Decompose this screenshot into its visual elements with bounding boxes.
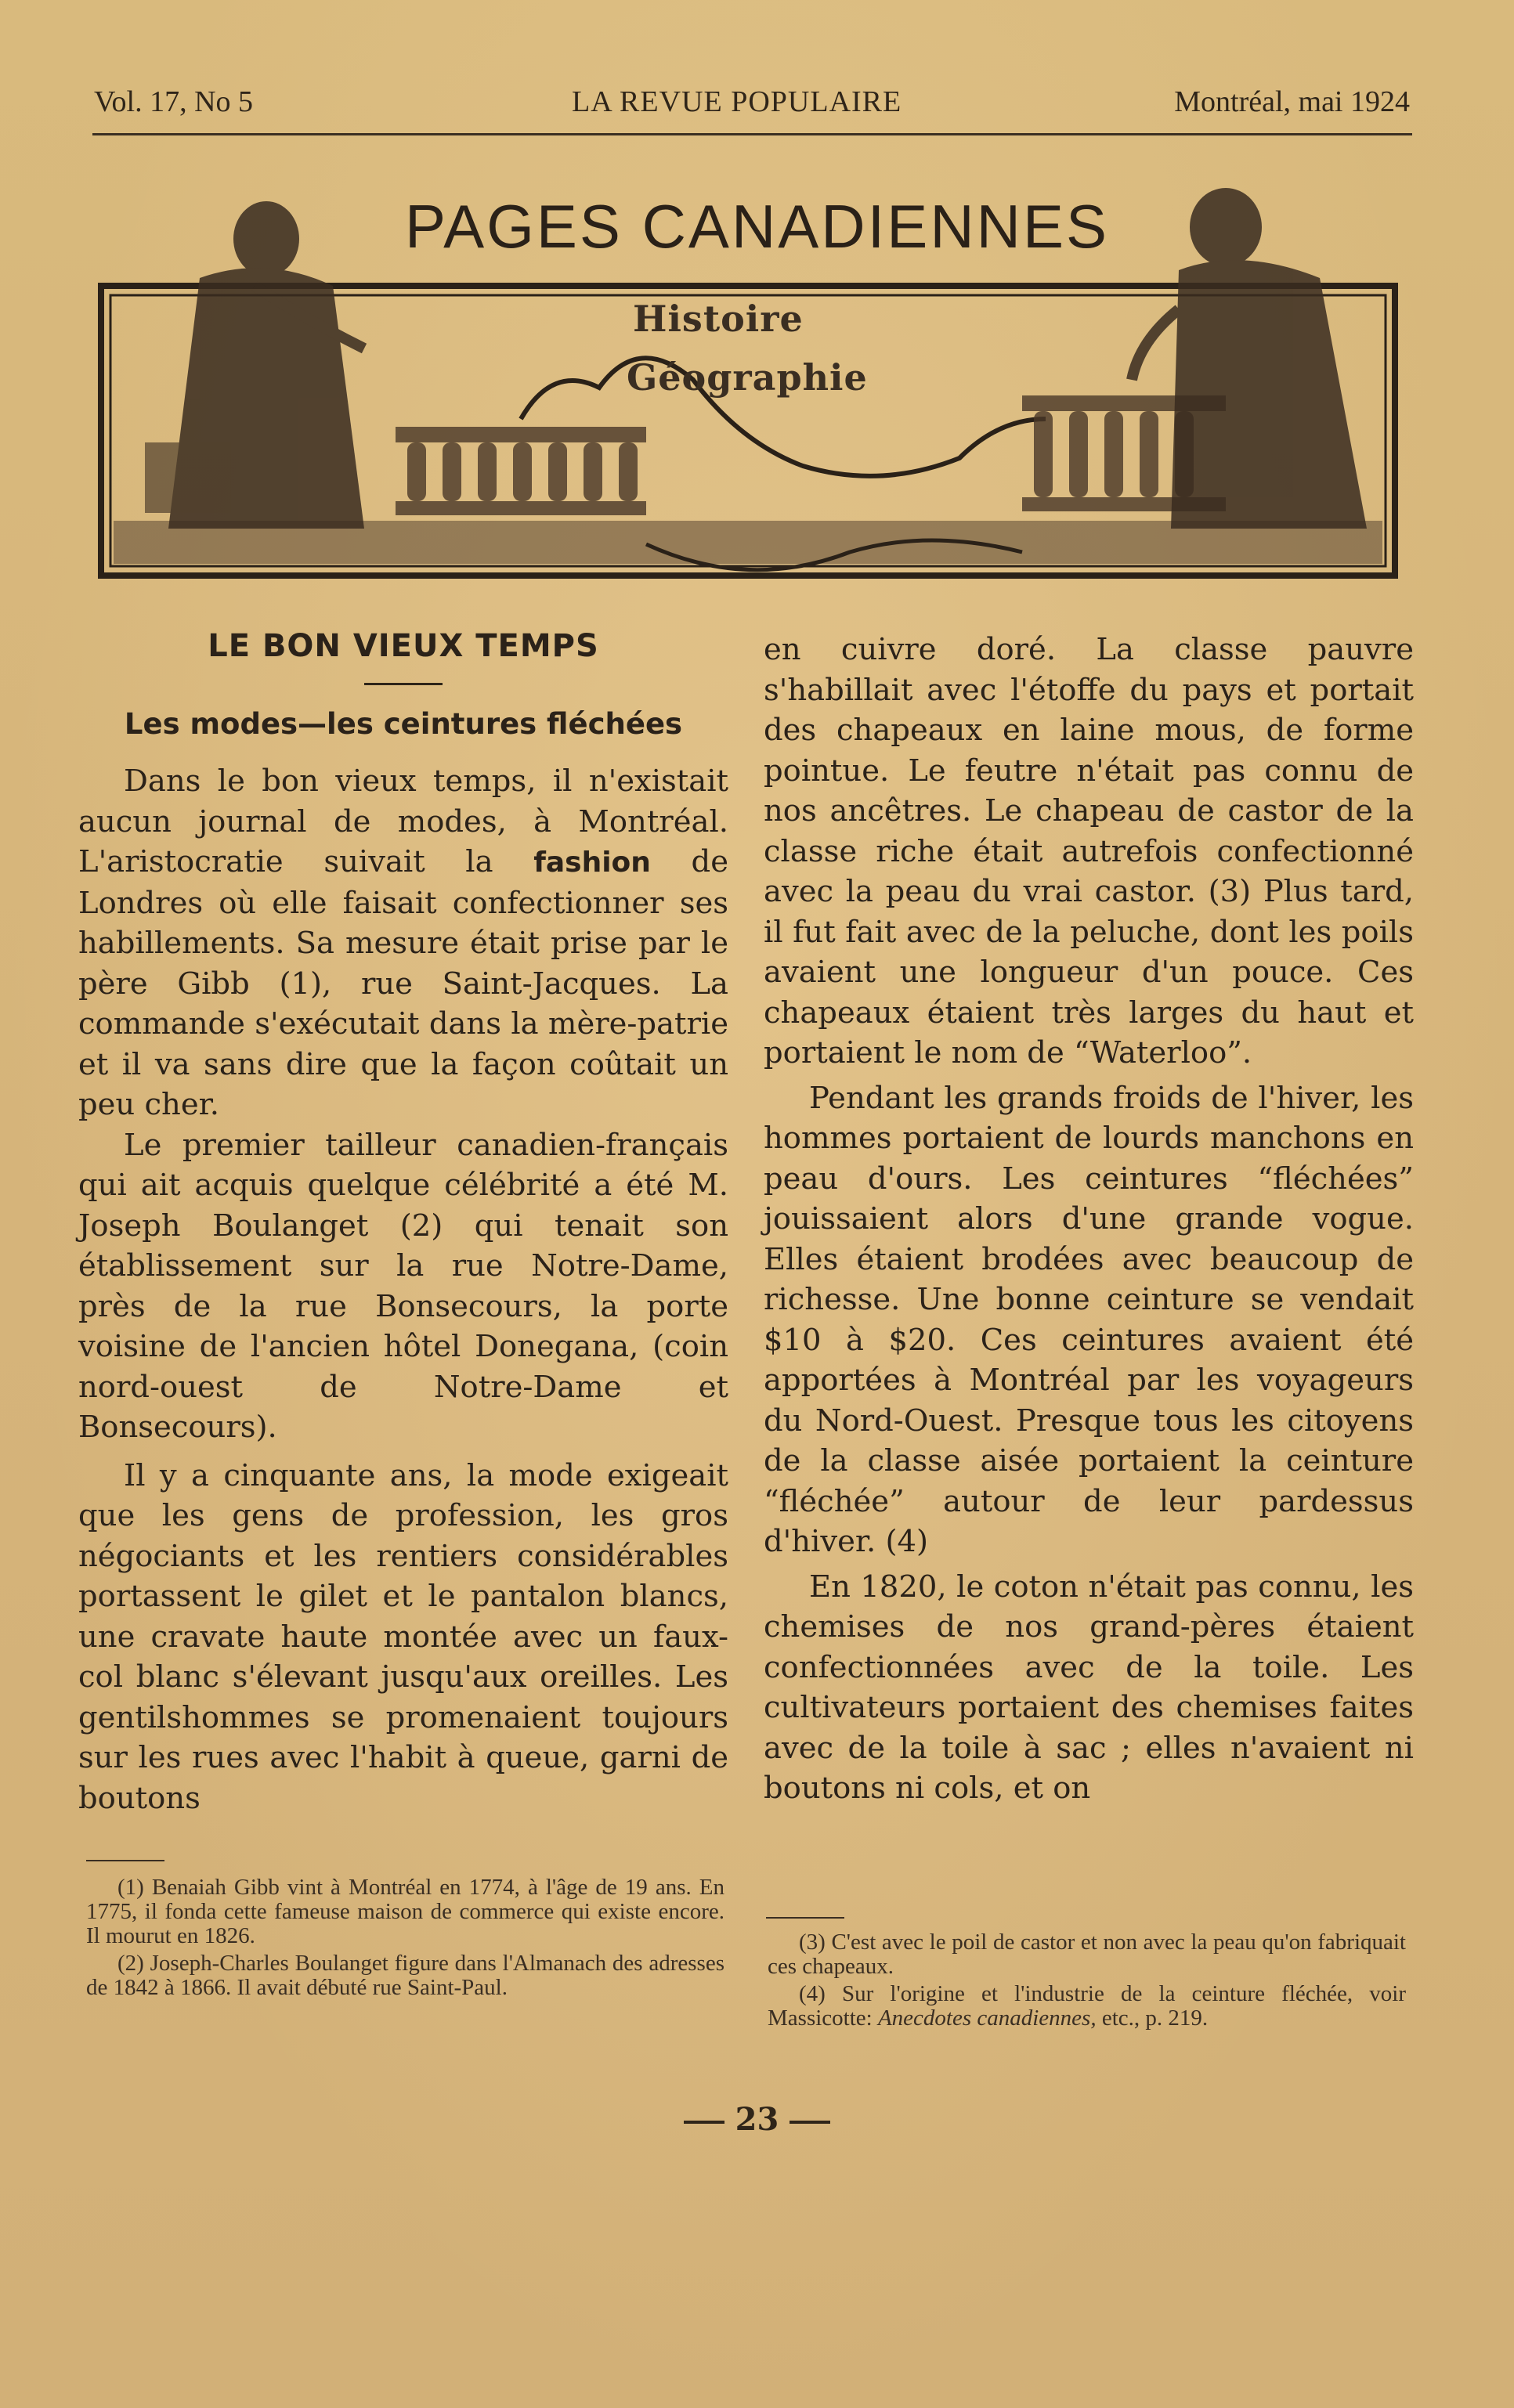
place-date: Montréal, mai 1924 [1174,85,1410,118]
footnote-rule-left [86,1860,164,1861]
emphasis-fashion: fashion [533,847,651,879]
paragraph-5: Pendant les grands froids de l'hiver, les hommes portaient de lourds manchons en peau d'ours. Les ceintures “fléchées” jouissaient alors d'une grande vogue. Elles étaient brodées avec beaucoup de richesse. Une bonne ceinture se vendait $10 à $20. Ces ceintures avaient été apportées à Montréal par les voyageurs du Nord-Ouest. Presque tous les citoyens de la classe aisée portaient la ceinture “fléchée” autour de leur pardessus d'hiver. (4) [764,1080,1414,1559]
section-subtitle-history: Histoire [633,298,804,340]
folio-dash-left [684,2121,724,2124]
paragraph-1: Dans le bon vieux temps, il n'existait aucun journal de modes, à Montréal. L'aristocratie suivait la fashion de Londres où elle faisait confectionner ses habillements. Sa mesure était prise par le père Gibb (1), rue Saint-Jacques. La commande s'exécutait dans la mère-patrie et il va sans dire que la façon coûtait un peu cher. [78,764,728,1122]
page-number: 23 [0,2101,1514,2138]
footnote-2: (2) Joseph-Charles Boulanget figure dans l'Almanach des adresses de 1842 à 1866. Il avait débuté rue Saint-Paul. [86,1951,724,2000]
book-title: Anecdotes canadiennes, [877,2005,1097,2031]
paragraph-2: Le premier tailleur canadien-français qui ait acquis quelque célébrité a été M. Joseph Boulanget (2) qui tenait son établissement sur la rue Notre-Dame, près de la rue Bonsecours, la porte voisine de l'ancien hôtel Donegana, (coin nord-ouest de Notre-Dame et Bonsecours). [78,1127,728,1445]
title-divider [364,683,443,685]
footnotes-left [86,1875,724,2000]
article-title: LE BON VIEUX TEMPS [208,628,599,664]
running-header [94,85,1410,132]
footnote-4: (4) Sur l'origine et l'industrie de la ceinture fléchée, voir Massicotte: Anecdotes canadiennes, etc., p. 219. [768,1981,1406,2031]
paragraph-4: en cuivre doré. La classe pauvre s'habillait avec l'étoffe du pays et portait des chapeaux en laine mous, de forme pointue. Le feutre n'était pas connu de nos ancêtres. Le chapeau de castor de la classe riche était autrefois confectionné avec la peau du vrai castor. (3) Plus tard, il fut fait avec de la peluche, dont les poils avaient une longueur d'un pouce. Ces chapeaux étaient très larges du haut et portaient le nom de “Waterloo”. [764,632,1414,1070]
volume-number: Vol. 17, No 5 [94,85,254,118]
left-column [78,626,728,1818]
article-subtitle: Les modes—les ceintures fléchées [124,706,683,741]
footnote-1: (1) Benaiah Gibb vint à Montréal en 1774, à l'âge de 19 ans. En 1775, il fonda cette fameuse maison de commerce qui existe encore. Il mourut en 1826. [86,1875,724,1948]
footnote-3: (3) C'est avec le poil de castor et non avec la peau qu'on fabriquait ces chapeaux. [768,1930,1406,1979]
section-subtitle-geography: Géographie [627,356,868,399]
section-title: PAGES CANADIENNES [404,192,1110,261]
footnote-rule-right [766,1917,844,1919]
publication-name: LA REVUE POPULAIRE [572,85,902,118]
paragraph-6: En 1820, le coton n'était pas connu, les chemises de nos grand-pères étaient confectionnées avec de la toile. Les cultivateurs portaient des chemises faites avec de la toile à sac ; elles n'avaient ni boutons ni cols, et on [764,1569,1414,1806]
header-rule [92,133,1412,135]
right-column [764,626,1414,1809]
footnotes-right [768,1930,1406,2031]
paragraph-3: Il y a cinquante ans, la mode exigeait que les gens de profession, les gros négociants et les rentiers considérables portassent le gilet et le pantalon blancs, une cravate haute montée avec un faux-col blanc s'élevant jusqu'aux oreilles. Les gentilshommes se promenaient toujours sur les rues avec l'habit à queue, garni de boutons [78,1457,728,1816]
folio-dash-right [790,2121,830,2124]
